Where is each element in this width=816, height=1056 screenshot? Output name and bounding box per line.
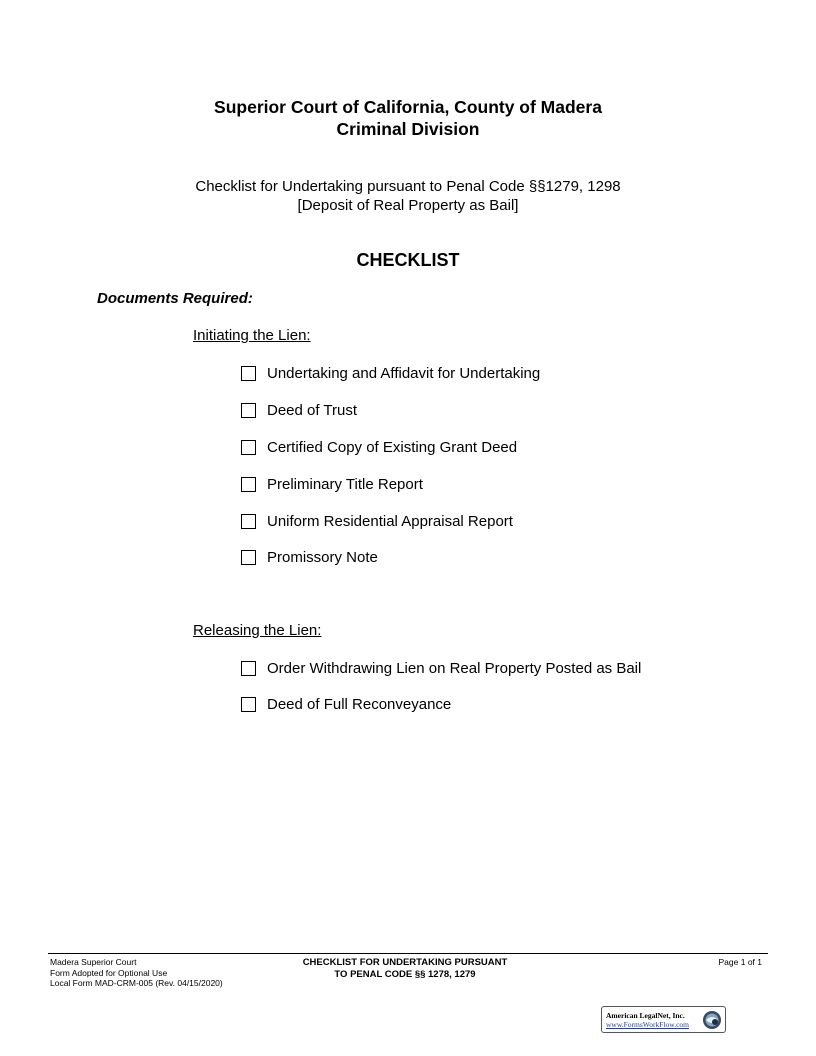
subtitle-line-2: [Deposit of Real Property as Bail] xyxy=(297,197,519,214)
initiating-lien-label: Initiating the Lien: xyxy=(193,327,311,344)
checkbox[interactable] xyxy=(241,366,256,381)
footer-title-line-1: CHECKLIST FOR UNDERTAKING PURSUANT xyxy=(302,957,508,968)
checklist-item-grant-deed[interactable] xyxy=(241,438,517,456)
checklist-item-title-report[interactable] xyxy=(241,475,423,493)
checkbox[interactable] xyxy=(241,661,256,676)
badge-text xyxy=(606,1011,689,1029)
footer-form-number: Local Form MAD-CRM-005 (Rev. 04/15/2020) xyxy=(50,978,223,988)
footer-court: Madera Superior Court xyxy=(50,957,137,967)
footer-form-info xyxy=(50,957,223,989)
badge-company: American LegalNet, Inc. xyxy=(606,1010,685,1020)
checkbox[interactable] xyxy=(241,477,256,492)
footer-adoption: Form Adopted for Optional Use xyxy=(50,967,168,978)
subtitle-line-1: Checklist for Undertaking pursuant to Penal Code §§1279, 1298 xyxy=(195,178,621,195)
item-label: Deed of Trust xyxy=(267,401,358,419)
checkbox[interactable] xyxy=(241,550,256,565)
checklist-item-reconveyance[interactable] xyxy=(241,695,451,713)
checklist-item-promissory-note[interactable] xyxy=(241,548,378,566)
documents-required-heading: Documents Required: xyxy=(97,290,253,307)
checklist-item-undertaking[interactable] xyxy=(241,364,540,382)
court-title xyxy=(0,96,816,140)
footer-form-title xyxy=(280,957,530,980)
page-number: Page 1 of 1 xyxy=(718,957,762,967)
court-name: Superior Court of California, County of Madera xyxy=(214,97,602,117)
division-name: Criminal Division xyxy=(336,119,480,139)
item-label: Undertaking and Affidavit for Undertaking xyxy=(267,364,541,382)
legalnet-badge[interactable] xyxy=(601,1006,726,1033)
checkbox[interactable] xyxy=(241,514,256,529)
item-label: Order Withdrawing Lien on Real Property Posted as Bail xyxy=(267,659,642,677)
checkbox[interactable] xyxy=(241,403,256,418)
checkbox[interactable] xyxy=(241,697,256,712)
badge-url-link[interactable]: www.FormsWorkFlow.com xyxy=(606,1019,690,1029)
globe-icon xyxy=(702,1010,722,1030)
item-label: Uniform Residential Appraisal Report xyxy=(267,512,513,530)
footer-divider xyxy=(48,953,768,954)
item-label: Preliminary Title Report xyxy=(267,475,423,493)
item-label: Deed of Full Reconveyance xyxy=(267,695,452,713)
item-label: Certified Copy of Existing Grant Deed xyxy=(267,438,518,456)
checkbox[interactable] xyxy=(241,440,256,455)
checklist-item-withdrawing-order[interactable] xyxy=(241,659,641,677)
checklist-item-appraisal-report[interactable] xyxy=(241,512,513,530)
form-subtitle xyxy=(0,177,816,215)
checklist-heading: CHECKLIST xyxy=(356,250,460,270)
footer-title-line-2: TO PENAL CODE §§ 1278, 1279 xyxy=(334,968,476,980)
releasing-lien-label: Releasing the Lien: xyxy=(193,622,322,639)
item-label: Promissory Note xyxy=(267,548,378,566)
checklist-item-deed-of-trust[interactable] xyxy=(241,401,357,419)
